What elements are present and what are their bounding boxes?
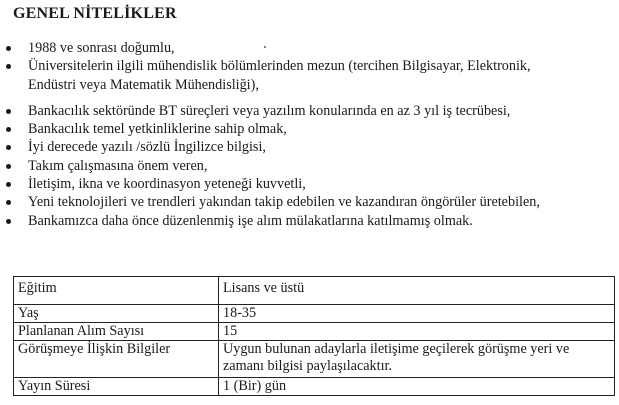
list-item: [0, 175, 619, 193]
list-item-text: Üniversitelerin ilgili mühendislik bölümlerinden mezun (tercihen Bilgisayar, Elektronik,: [28, 58, 531, 75]
list-item-text: İletişim, ikna ve koordinasyon yeteneği kuvvetli,: [28, 176, 306, 193]
list-item: [0, 138, 619, 156]
list-item: [0, 57, 619, 75]
bullet-icon: [6, 46, 11, 51]
table-cell-label: Görüşmeye İlişkin Bilgiler: [14, 341, 219, 378]
table-cell-label: Yayın Süresi: [14, 378, 219, 396]
bullet-icon: [6, 145, 11, 150]
bullet-icon: [6, 109, 11, 114]
table-row: [14, 323, 615, 341]
bullet-icon: [6, 182, 11, 187]
qualifications-list: [0, 39, 619, 230]
bullet-icon: [6, 164, 11, 169]
list-item-text: Endüstri veya Matematik Mühendisliği),: [28, 76, 259, 93]
list-item-text: Bankacılık temel yetkinliklerine sahip olmak,: [28, 121, 287, 138]
list-item: [0, 120, 619, 138]
table-cell-line: zamanı bilgisi paylaşılacaktır.: [223, 358, 393, 374]
bullet-icon: [6, 64, 11, 69]
table-row: [14, 378, 615, 396]
info-table: [13, 276, 615, 396]
table-cell-line: Uygun bulunan adaylarla iletişime geçilerek görüşme yeri ve: [223, 341, 570, 357]
list-item: [0, 212, 619, 230]
bullet-icon: [6, 200, 11, 205]
list-item: [0, 102, 619, 120]
list-item-text: İyi derecede yazılı /sözlü İngilizce bilgisi,: [28, 139, 266, 156]
table-cell-value: [219, 341, 615, 378]
bullet-icon: [6, 219, 11, 224]
list-item-continuation: [0, 76, 619, 94]
table-cell-label: Planlanan Alım Sayısı: [14, 323, 219, 341]
bullet-icon: [6, 127, 11, 132]
list-item: [0, 193, 619, 211]
list-item: [0, 39, 619, 57]
table-row: [14, 341, 615, 378]
list-item-text: Bankacılık sektöründe BT süreçleri veya yazılım konularında en az 3 yıl iş tecrübesi,: [28, 102, 511, 119]
table-cell-label: Eğitim: [14, 277, 219, 305]
list-item-text: 1988 ve sonrası doğumlu,: [28, 40, 175, 56]
table-cell-value: Lisans ve üstü: [219, 277, 615, 305]
list-item: [0, 157, 619, 175]
table-cell-value: 15: [219, 323, 615, 341]
table-row: [14, 277, 615, 305]
list-item-text: Takım çalışmasına önem veren,: [28, 157, 208, 174]
table-row: [14, 305, 615, 323]
section-heading: GENEL NİTELİKLER: [13, 5, 177, 22]
table-cell-value: 1 (Bir) gün: [219, 378, 615, 396]
list-item-text: Yeni teknolojileri ve trendleri yakından takip edebilen ve kazandıran öngörüler üretebilen,: [28, 194, 540, 211]
table-cell-label: Yaş: [14, 305, 219, 323]
list-item-text: Bankamızca daha önce düzenlenmiş işe alım mülakatlarına katılmamış olmak.: [28, 212, 473, 229]
table-cell-value: 18-35: [219, 305, 615, 323]
